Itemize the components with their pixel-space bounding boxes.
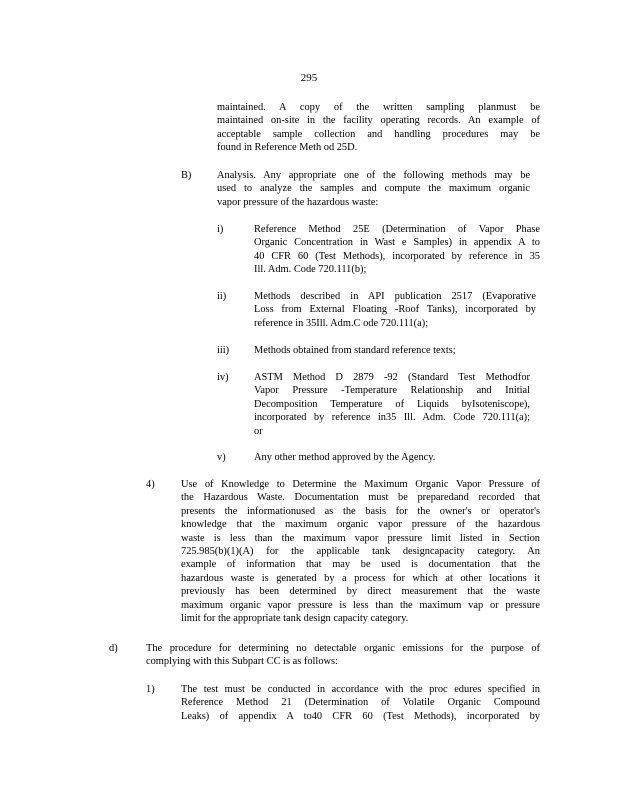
text-line: The procedure for determining no detectable organic emissions for the purpose of xyxy=(146,643,540,654)
text-line: Vapor Pressure -Temperature Relationship and Initial xyxy=(254,385,530,397)
text-line: previously has been determined by direct measurement that the waste xyxy=(181,586,540,598)
subitem-ii-label: ii) xyxy=(217,291,227,302)
item-4-paragraph xyxy=(181,478,540,625)
item-d-paragraph xyxy=(146,642,540,669)
text-line: vapor pressure of the hazardous waste: xyxy=(217,196,379,208)
item-b-paragraph xyxy=(217,169,530,209)
text-line: limit for the appropriate tank design capacity category. xyxy=(181,613,409,625)
subitem-i-label: i) xyxy=(217,224,224,235)
text-line: waste is less than the maximum vapor pressure limit listed in Section xyxy=(181,532,540,544)
subitem-v-paragraph xyxy=(254,451,536,464)
item-d1-paragraph xyxy=(181,683,540,723)
text-line: Use of Knowledge to Determine the Maximum Organic Vapor Pressure of xyxy=(181,479,540,490)
text-line: incorporated by reference in35 Ill. Adm. Code 720.111(a); xyxy=(254,412,530,424)
subitem-v-label: v) xyxy=(217,452,226,463)
text-line: hazardous waste is generated by a process for which at other locations it xyxy=(181,572,540,584)
text-line: acceptable sample collection and handling procedures may be xyxy=(217,128,540,140)
text-line: Loss from External Floating -Roof Tanks), incorporated by xyxy=(254,304,536,316)
item-d-label: d) xyxy=(109,643,118,654)
text-line: Analysis. Any appropriate one of the following methods may be xyxy=(217,170,530,181)
text-line: maximum organic vapor pressure is less than the maximum vap or pressure xyxy=(181,599,540,611)
text-line: Organic Concentration in Wast e Samples) in appendix A to xyxy=(254,237,540,249)
text-line: found in Reference Meth od 25D. xyxy=(217,142,358,154)
text-line: The test must be conducted in accordance with the proc edures specified in xyxy=(181,684,540,695)
text-line: Any other method approved by the Agency. xyxy=(254,452,436,463)
text-line: Methods obtained from standard reference texts; xyxy=(254,345,456,356)
text-line: presents the informationused as the basis for the owner's or operator's xyxy=(181,505,540,517)
text-line: knowledge that the maximum organic vapor pressure of the hazardous xyxy=(181,519,540,531)
subitem-iv-paragraph xyxy=(254,371,530,438)
page-number: 295 xyxy=(300,72,318,84)
item-4-label: 4) xyxy=(146,479,155,490)
text-line: example of information that may be used is documentation that the xyxy=(181,559,540,571)
text-line: Ill. Adm. Code 720.111(b); xyxy=(254,264,367,276)
subitem-i-paragraph xyxy=(254,223,540,277)
subitem-iii-label: iii) xyxy=(217,345,230,356)
text-line: reference in 35Ill. Adm.C ode 720.111(a); xyxy=(254,317,429,329)
item-b-label: B) xyxy=(181,170,192,181)
text-line: or xyxy=(254,425,263,437)
subitem-ii-paragraph xyxy=(254,290,536,330)
text-line: ASTM Method D 2879 -92 (Standard Test Methodfor xyxy=(254,372,530,383)
text-line: maintained on-site in the facility operating records. An example of xyxy=(217,115,540,127)
text-line: Reference Method 25E (Determination of Vapor Phase xyxy=(254,224,540,235)
text-line: used to analyze the samples and compute the maximum organic xyxy=(217,183,530,195)
subitem-iv-label: iv) xyxy=(217,372,229,383)
text-line: 725.985(b)(1)(A) for the applicable tank designcapacity category. An xyxy=(181,546,540,558)
text-line: 40 CFR 60 (Test Methods), incorporated by reference in 35 xyxy=(254,250,540,262)
item-d1-label: 1) xyxy=(146,684,155,695)
text-line: Leaks) of appendix A to40 CFR 60 (Test Methods), incorporated by xyxy=(181,710,540,722)
text-line: complying with this Subpart CC is as follows: xyxy=(146,656,338,668)
text-line: the Hazardous Waste. Documentation must be preparedand recorded that xyxy=(181,492,540,504)
text-line: Reference Method 21 (Determination of Volatile Organic Compound xyxy=(181,697,540,709)
text-line: Decomposition Temperature of Liquids byIsoteniscope), xyxy=(254,398,530,410)
text-line: maintained. A copy of the written sampling planmust be xyxy=(217,102,540,113)
continuation-paragraph xyxy=(217,101,540,155)
text-line: Methods described in API publication 2517 (Evaporative xyxy=(254,291,536,302)
subitem-iii-paragraph xyxy=(254,344,536,357)
